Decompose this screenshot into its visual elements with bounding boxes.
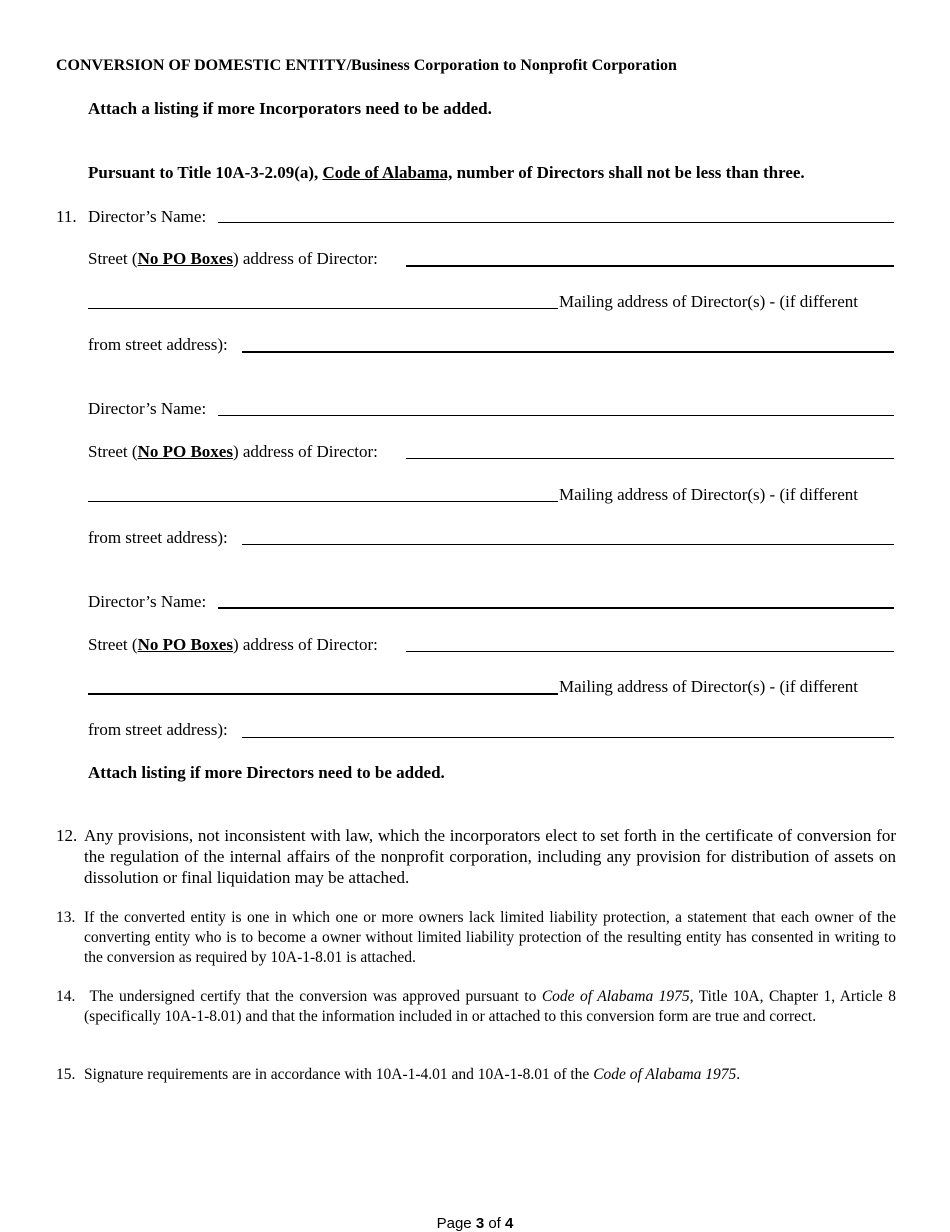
item-15-post: . (736, 1066, 741, 1083)
attach-directors-note: Attach listing if more Directors need to be added. (88, 763, 445, 782)
director-3-street-label (88, 635, 378, 655)
item-12-number: 12. (56, 826, 78, 845)
item-14-pre: The undersigned certify that the conversion was approved pursuant to (89, 988, 542, 1005)
attach-incorporators-note: Attach a listing if more Incorporators need to be added. (88, 99, 492, 118)
item-15-code-ref: Code of Alabama 1975 (593, 1066, 737, 1083)
item-12-text: Any provisions, not inconsistent with law, which the incorporators elect to set forth in the certificate of conversion for the regulation of the internal affairs of the nonprofit corporation, including any provision for distribution of assets on dissolution or final liquidation may be attached. (84, 826, 896, 887)
no-po-boxes-text: No PO Boxes (137, 249, 233, 268)
page-word: Page (436, 1215, 472, 1232)
director-3-from-label: from street address): (88, 720, 228, 739)
item-12 (56, 825, 896, 888)
item-14-text (84, 987, 896, 1027)
director-2-street-label (88, 442, 378, 462)
item-14 (56, 987, 896, 1027)
item-14-number: 14. (56, 988, 76, 1005)
street-suffix: ) address of Director: (232, 249, 378, 268)
street-prefix: Street ( (88, 249, 138, 268)
director-1-name-label: Director’s Name: (88, 207, 207, 226)
director-3-street-field[interactable] (406, 651, 894, 652)
street-suffix: ) address of Director: (232, 635, 378, 654)
of-word: of (488, 1215, 501, 1232)
item-15-pre: Signature requirements are in accordance with 10A-1-4.01 and 10A-1-8.01 of the (84, 1066, 594, 1083)
director-2-mailing-field[interactable] (242, 544, 894, 545)
item-15-number: 15. (56, 1066, 76, 1083)
item-15 (56, 1065, 896, 1085)
director-1-street-field[interactable] (406, 265, 894, 267)
director-1-street-field-cont[interactable] (88, 308, 558, 309)
director-3-mailing-label: Mailing address of Director(s) - (if different (559, 677, 858, 696)
pursuant-prefix: Pursuant to Title 10A-3-2.09(a), (88, 163, 323, 182)
director-3-street-field-cont[interactable] (88, 693, 558, 695)
no-po-boxes-text: No PO Boxes (137, 635, 233, 654)
director-2-street-field[interactable] (406, 458, 894, 459)
director-2-street-field-cont[interactable] (88, 501, 558, 502)
current-page: 3 (475, 1215, 485, 1232)
director-1-street-label (88, 249, 378, 269)
code-of-alabama-ref: Code of Alabama, (322, 163, 453, 182)
pursuant-suffix: number of Directors shall not be less than three. (452, 163, 805, 182)
item-14-post: , Title 10A, Chapter 1, Article 8 (specifically 10A-1-8.01) and that the information included in or attached to this conversion form are true and correct. (84, 988, 896, 1025)
total-pages: 4 (505, 1215, 514, 1232)
item-15-text (84, 1065, 896, 1085)
no-po-boxes-text: No PO Boxes (137, 442, 233, 461)
directors-requirement-note (88, 163, 805, 183)
director-1-mailing-field[interactable] (242, 351, 894, 353)
form-title: CONVERSION OF DOMESTIC ENTITY/Business Corporation to Nonprofit Corporation (56, 57, 677, 74)
item-13-text: If the converted entity is one in which one or more owners lack limited liability protection, a statement that each owner of the converting entity who is to become a owner without limited liability protection of the resulting entity has consented in writing to the conversion as required by 10A-1-8.01 is attached. (84, 909, 896, 966)
director-1-from-label: from street address): (88, 335, 228, 354)
item-13-number: 13. (56, 909, 76, 926)
item-11-number: 11. (56, 207, 77, 226)
street-prefix: Street ( (88, 442, 138, 461)
item-14-code-ref: Code of Alabama 1975 (541, 988, 690, 1005)
director-1-mailing-label: Mailing address of Director(s) - (if different (559, 292, 858, 311)
director-2-mailing-label: Mailing address of Director(s) - (if different (559, 485, 858, 504)
item-13 (56, 908, 896, 968)
street-suffix: ) address of Director: (232, 442, 378, 461)
director-1-name-field[interactable] (218, 222, 894, 223)
director-3-mailing-field[interactable] (242, 737, 894, 738)
director-3-name-field[interactable] (218, 607, 894, 609)
director-3-name-label: Director’s Name: (88, 592, 207, 611)
director-2-from-label: from street address): (88, 528, 228, 547)
director-2-name-field[interactable] (218, 415, 894, 416)
street-prefix: Street ( (88, 635, 138, 654)
page-number (0, 1215, 950, 1232)
director-2-name-label: Director’s Name: (88, 399, 207, 418)
